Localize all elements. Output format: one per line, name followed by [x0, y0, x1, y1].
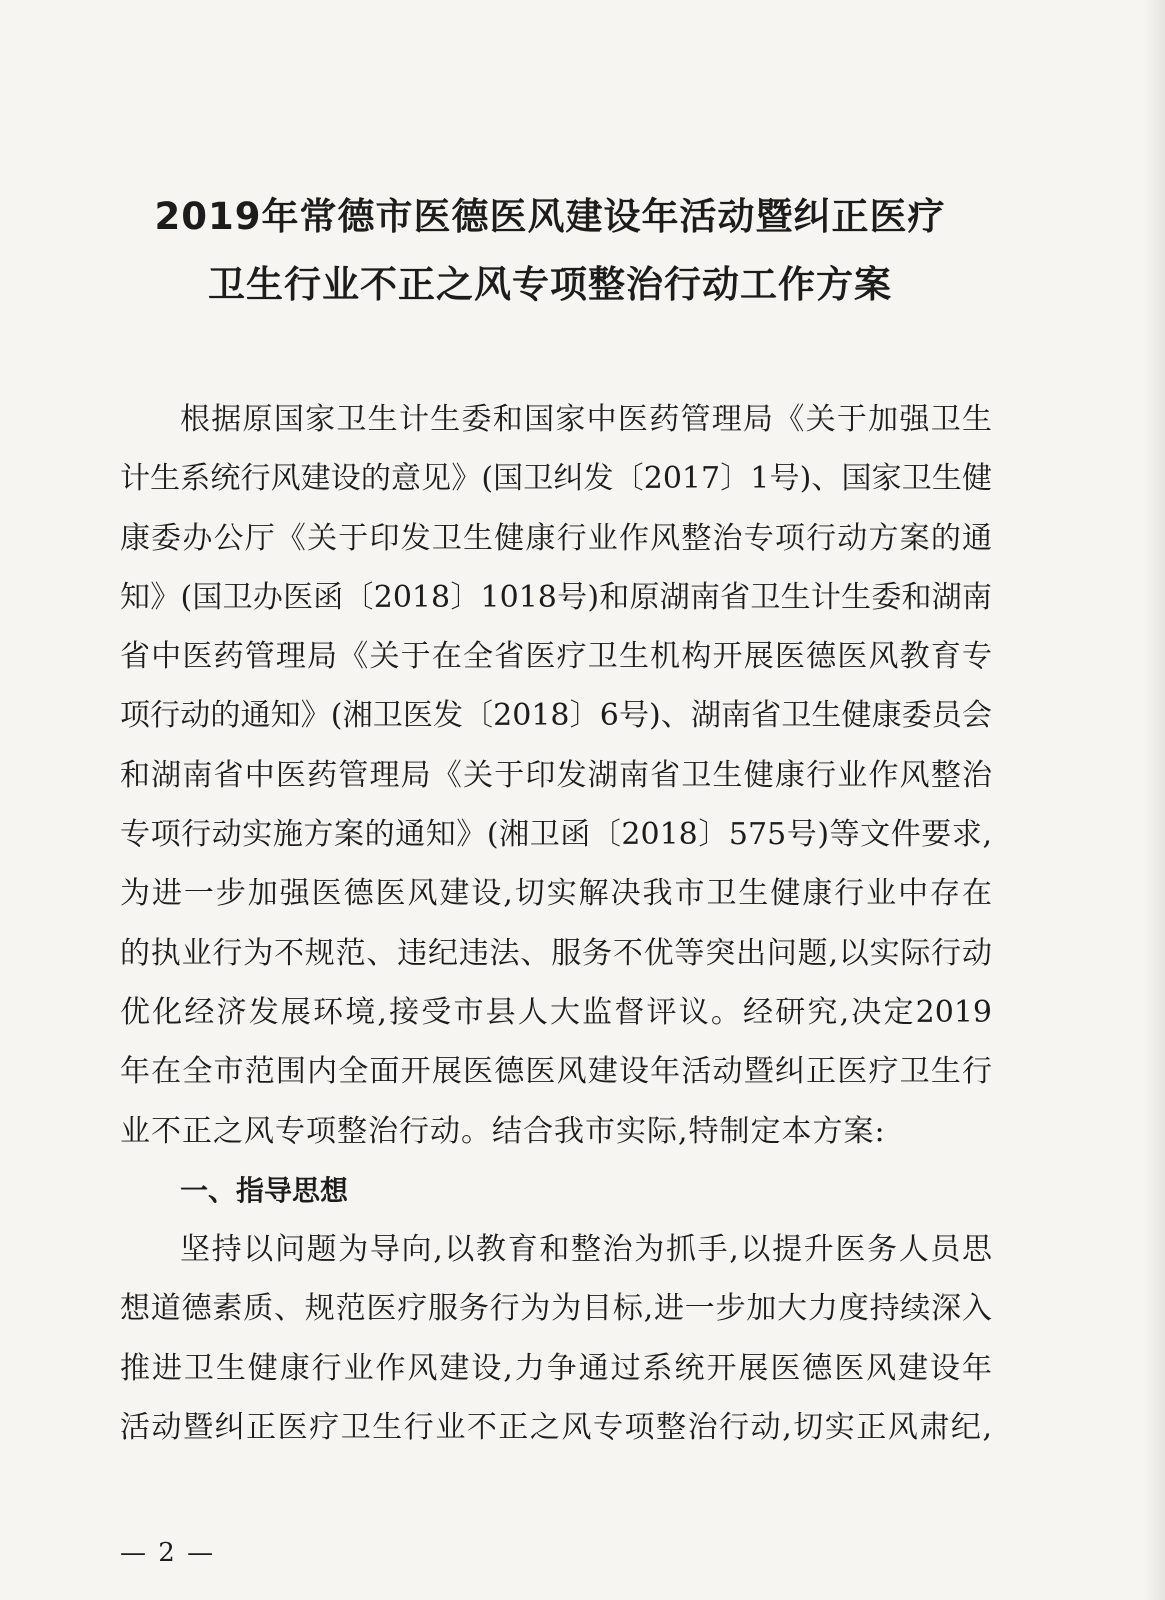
document-body	[120, 390, 992, 1457]
paragraph-line: 专项行动实施方案的通知》(湘卫函〔2018〕575号)等文件要求,	[120, 817, 992, 853]
title-line-1: 2019年常德市医德医风建设年活动暨纠正医疗	[154, 195, 946, 238]
paragraph-2	[120, 1220, 992, 1457]
paragraph-line: 项行动的通知》(湘卫医发〔2018〕6号)、湖南省卫生健康委员会	[120, 698, 992, 734]
paragraph-line: 优化经济发展环境,接受市县人大监督评议。经研究,决定2019	[120, 994, 992, 1030]
paragraph-1	[120, 390, 992, 1161]
document-title	[110, 183, 990, 319]
paragraph-line: 业不正之风专项整治行动。结合我市实际,特制定本方案:	[120, 1113, 886, 1149]
title-line-2: 卫生行业不正之风专项整治行动工作方案	[208, 263, 892, 306]
paragraph-line: 康委办公厅《关于印发卫生健康行业作风整治专项行动方案的通	[120, 520, 992, 556]
page-edge-shadow	[1143, 0, 1165, 1600]
paragraph-line: 推进卫生健康行业作风建设,力争通过系统开展医德医风建设年	[120, 1350, 992, 1386]
paragraph-line: 坚持以问题为导向,以教育和整治为抓手,以提升医务人员思	[180, 1232, 992, 1268]
paragraph-line: 年在全市范围内全面开展医德医风建设年活动暨纠正医疗卫生行	[120, 1054, 992, 1090]
paragraph-line: 为进一步加强医德医风建设,切实解决我市卫生健康行业中存在	[120, 876, 992, 912]
paragraph-line: 的执业行为不规范、违纪违法、服务不优等突出问题,以实际行动	[120, 935, 992, 971]
page-number: — 2 —	[120, 1538, 216, 1568]
paragraph-line: 根据原国家卫生计生委和国家中医药管理局《关于加强卫生	[180, 402, 992, 437]
paragraph-line: 计生系统行风建设的意见》(国卫纠发〔2017〕1号)、国家卫生健	[120, 461, 992, 497]
paragraph-line: 想道德素质、规范医疗服务行为为目标,进一步加大力度持续深入	[120, 1291, 992, 1327]
paragraph-line: 和湖南省中医药管理局《关于印发湖南省卫生健康行业作风整治	[120, 757, 992, 793]
paragraph-line: 知》(国卫办医函〔2018〕1018号)和原湖南省卫生计生委和湖南	[120, 579, 992, 615]
paragraph-line: 省中医药管理局《关于在全省医疗卫生机构开展医德医风教育专	[120, 639, 992, 675]
section-heading-guiding-ideology: 一、指导思想	[180, 1173, 349, 1207]
paragraph-line: 活动暨纠正医疗卫生行业不正之风专项整治行动,切实正风肃纪,	[120, 1410, 992, 1446]
